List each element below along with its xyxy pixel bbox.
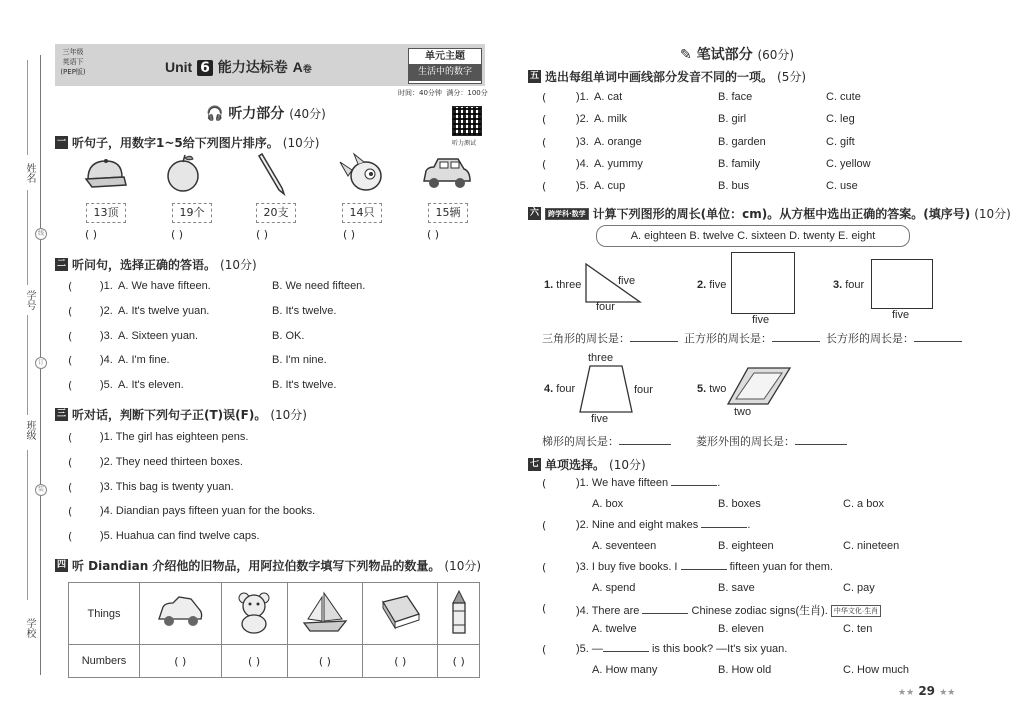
question-number: 一 [56,137,66,147]
answer-blank[interactable] [701,527,747,528]
class-label: 班级 [24,420,35,440]
question-points: (10分) [270,408,307,422]
picture-label: 14只 [342,203,382,223]
book-icon [377,592,423,632]
trapezoid-shape [578,364,634,414]
answer-paren[interactable]: ( [542,136,547,149]
answer-paren[interactable]: ( [68,431,73,444]
question-2-heading [55,256,257,273]
question-stem: )5. — [576,643,603,655]
perimeter-answer [826,330,962,346]
fig-side: four [845,279,865,291]
listening-title [206,103,326,123]
question-points: (5分) [777,70,807,84]
option-b: B. family [718,158,761,170]
choice-question [576,643,787,655]
question-stem-end: fifteen yuan for them. [729,561,833,573]
time-text: 时间：40分钟 [398,89,442,97]
choice-question [576,477,720,489]
time-limit [398,88,488,98]
option-b: B. I'm nine. [272,354,327,366]
option-a: A. It's twelve yuan. [118,305,210,317]
item-number: )1. [576,91,589,103]
item-number: )5. [576,180,589,192]
crayon-cell [438,583,480,645]
things-table [68,582,480,678]
option-b: B. girl [718,113,747,125]
crayon-icon [447,589,471,635]
question-text: 单项选择。 [545,458,606,472]
toy-car-icon [155,595,205,629]
toy-boat-icon [302,589,348,635]
writing-title [680,44,794,64]
option-c: C. nineteen [843,540,900,552]
option-a: A. orange [594,136,642,148]
question-points: (10分) [609,458,646,472]
option-b: B. face [718,91,753,103]
fig-side: four [556,383,576,395]
option-a: A. yummy [594,158,643,170]
option-b: B. It's twelve. [272,379,337,391]
qr-code-icon[interactable] [452,106,482,136]
binding-dash [27,190,28,285]
statement: )2. They need thirteen boxes. [100,456,243,468]
fig-side: five [591,413,609,425]
figure-number [697,279,726,291]
listening-title-text: 听力部分 [228,106,285,122]
answer-paren[interactable]: ( ) [140,645,222,678]
fig-side: two [709,383,727,395]
square-shape [731,252,795,314]
answer-paren[interactable]: ( [68,530,73,543]
bird-icon [336,152,386,196]
fig-side: three [588,352,614,364]
answer-paren[interactable]: ( [68,354,73,367]
option-b: B. eleven [718,623,764,635]
toy-boat-cell [287,583,362,645]
numbers-row-label: Numbers [69,645,140,678]
binding-dash [27,315,28,415]
answer-paren[interactable]: ( [542,113,547,126]
answer-paren[interactable]: ( [68,456,73,469]
question-number: 五 [529,71,539,81]
fig-num: 2. [697,279,707,291]
option-a: A. How many [592,664,658,676]
option-c: C. cute [826,91,861,103]
question-4-heading [55,557,481,574]
test-title: 能力达标卷 [217,60,288,76]
page-number [898,684,955,698]
question-text: 听句子，用数字1~5给下列图片排序。 [72,136,279,150]
choice-question [576,602,881,618]
fig-side: four [634,384,653,396]
answer-paren[interactable]: ( ) [343,228,356,241]
binding-dash [27,60,28,155]
theme-label: 单元主题 [425,51,465,62]
question-5-heading [528,68,806,85]
star-icon: ★★ [939,688,956,698]
score-text: 满分：100分 [446,89,488,97]
option-a: A. box [592,498,624,510]
answer-paren[interactable]: ( ) [427,228,440,241]
option-b: B. It's twelve. [272,305,337,317]
star-icon: ★★ [898,688,915,698]
apple-icon [163,152,203,194]
perimeter-answer [684,330,820,346]
binding-hole: 装 [35,484,47,496]
item-number: )5. [100,379,113,391]
unit-title [165,57,312,77]
subject-text: 英语下 [62,58,84,66]
headphones-icon: 🎧 [206,106,224,122]
picture-label: 13顶 [86,203,126,223]
toy-car-cell [140,583,222,645]
question-number: 六 [529,208,539,218]
question-stem-end: is this book? —It's six yuan. [651,643,788,655]
answer-paren[interactable]: ( [542,602,547,615]
option-b: B. We need fifteen. [272,280,366,292]
answer-paren[interactable]: ( [68,481,73,494]
things-row-label: Things [69,583,140,645]
question-number: 四 [56,560,66,570]
perimeter-answer [696,433,847,449]
answer-paren[interactable]: ( [542,519,547,532]
option-b: B. OK. [272,330,305,342]
subject-tag: 跨学科·数学 [545,208,589,220]
answer-blank[interactable] [630,341,678,342]
grade-box [58,47,88,81]
question-number: 七 [529,459,539,469]
unit-number: 6 [197,60,213,76]
answer-paren[interactable]: ( ) [363,645,438,678]
question-7-heading [528,456,646,473]
option-a: A. twelve [592,623,637,635]
answer-blank[interactable] [642,613,688,614]
answer-label: 正方形的周长是： [684,332,772,345]
answer-paren[interactable]: ( [68,305,73,318]
fig-side: five [618,275,636,287]
answer-paren[interactable]: ( [68,505,73,518]
item-number: )4. [100,354,113,366]
statement: )5. Huahua can find twelve caps. [100,530,260,542]
answer-paren[interactable]: ( [68,280,73,293]
figure-number [833,279,864,291]
option-a: A. spend [592,582,636,594]
listening-points: (40分) [289,107,326,121]
answer-paren[interactable]: ( [542,180,547,193]
answer-blank[interactable] [671,485,717,486]
option-a: A. seventeen [592,540,657,552]
question-stem: )3. I buy five books. I [576,561,678,573]
answer-label: 梯形的周长是： [542,435,619,448]
item-number: )3. [100,330,113,342]
answer-paren[interactable]: ( [542,91,547,104]
figure-number [544,279,581,291]
question-3-heading [55,406,307,423]
answer-blank[interactable] [795,444,847,445]
teddy-bear-cell [221,583,287,645]
option-c: C. How much [843,664,910,676]
option-c: C. ten [843,623,873,635]
answer-paren[interactable]: ( ) [287,645,362,678]
pencil-icon: ✎ [680,47,692,63]
option-c: C. leg [826,113,855,125]
book-cell [363,583,438,645]
choice-question [576,519,750,531]
question-text: 听 Diandian 介绍他的旧物品，用阿拉伯数字填写下列物品的数量。 [72,559,441,573]
option-a: A. cat [594,91,623,103]
perimeter-answer [542,330,678,346]
fig-side: four [596,301,615,313]
answer-paren[interactable]: ( ) [171,228,184,241]
pen-icon [256,150,290,196]
school-label: 学校 [24,618,35,638]
fig-side: five [892,309,910,321]
figure-number [697,383,726,395]
answer-options-box: A. eighteen B. twelve C. sixteen D. twenty E. eight [596,225,910,247]
option-b: B. save [718,582,755,594]
option-b: B. How old [718,664,772,676]
page-number-text: 29 [918,684,936,698]
question-1-heading [55,134,319,151]
answer-paren[interactable]: ( [542,158,547,171]
cap-icon [80,155,128,195]
unit-word: Unit [165,59,193,75]
option-b: B. eighteen [718,540,774,552]
picture-label: 15辆 [428,203,468,223]
question-text: 计算下列图形的周长(单位：cm)。从方框中选出正确的答案。(填序号) [592,207,971,221]
item-number: )2. [100,305,113,317]
option-a: A. cup [594,180,626,192]
option-b: B. boxes [718,498,761,510]
question-stem-end: . [747,519,751,531]
writing-title-text: 笔试部分 [696,47,753,63]
option-b: B. garden [718,136,766,148]
item-number: )2. [576,113,589,125]
id-label: 学号 [24,290,35,310]
choice-question [576,561,833,573]
fig-num: 1. [544,279,554,291]
question-number: 三 [56,409,66,419]
answer-paren[interactable]: ( ) [221,645,287,678]
option-c: C. pay [843,582,875,594]
item-number: )1. [100,280,113,292]
theme-text: 生活中的数字 [409,64,481,81]
answer-blank[interactable] [681,569,727,570]
question-number: 二 [56,259,66,269]
fig-num: 3. [833,279,843,291]
answer-label: 长方形的周长是： [826,332,914,345]
answer-paren[interactable]: ( [68,330,73,343]
fig-side: five [752,314,770,326]
answer-paren[interactable]: ( ) [438,645,480,678]
fig-num: 4. [544,383,554,395]
name-label: 姓名 [24,163,35,183]
option-a: A. We have fifteen. [118,280,211,292]
question-points: (10分) [444,559,482,573]
question-6-heading [528,205,1011,222]
picture-label: 20支 [256,203,296,223]
teddy-bear-icon [234,590,274,634]
answer-blank[interactable] [619,444,671,445]
answer-blank[interactable] [772,341,820,342]
item-number: )4. [576,158,589,170]
question-stem-end: . [717,477,721,489]
option-a: A. milk [594,113,627,125]
grade-text: 三年级 [62,48,84,56]
culture-tag: 中华文化·生肖 [831,605,881,617]
binding-dash [27,450,28,600]
answer-paren[interactable]: ( ) [85,228,98,241]
question-text: 选出每组单词中画线部分发音不同的一项。 [545,70,774,84]
question-points: (10分) [974,207,1011,221]
rhombus-shape [726,366,792,406]
option-a: A. I'm fine. [118,354,170,366]
test-version: A [292,59,303,75]
question-stem: )1. We have fifteen [576,477,669,489]
answer-paren[interactable]: ( [542,477,547,490]
edition-text: (PEP版) [60,68,86,76]
perimeter-answer [542,433,671,449]
option-c: C. a box [843,498,884,510]
fig-side: three [556,279,582,291]
question-points: (10分) [282,136,320,150]
qr-label: 听力测试 [452,140,477,147]
answer-paren[interactable]: ( ) [256,228,269,241]
figure-number [544,383,575,395]
option-c: C. gift [826,136,855,148]
option-c: C. yellow [826,158,871,170]
question-stem: )2. Nine and eight makes [576,519,699,531]
answer-label: 菱形外围的周长是： [696,435,795,448]
statement: )3. This bag is twenty yuan. [100,481,234,493]
question-points: (10分) [220,258,257,272]
binding-hole: 订 [35,357,47,369]
car-icon [420,155,472,195]
answer-paren[interactable]: ( [542,561,547,574]
option-b: B. bus [718,180,750,192]
rectangle-shape [871,259,933,309]
statement: )4. Diandian pays fifteen yuan for the books. [100,505,316,517]
fig-side: two [734,406,752,418]
test-version-sub: 卷 [302,65,312,75]
statement: )1. The girl has eighteen pens. [100,431,249,443]
option-a: A. It's eleven. [118,379,184,391]
item-number: )3. [576,136,589,148]
question-stem: )4. There are [576,605,640,617]
question-stem-end: Chinese zodiac signs(生肖). [691,605,828,617]
option-c: C. use [826,180,858,192]
question-text: 听对话，判断下列句子正(T)误(F)。 [72,408,267,422]
option-a: A. Sixteen yuan. [118,330,199,342]
theme-box [408,48,482,84]
picture-label: 19个 [172,203,212,223]
writing-points: (60分) [757,48,795,62]
question-text: 听问句，选择正确的答语。 [72,258,217,272]
fig-num: 5. [697,383,707,395]
binding-hole: 线 [35,228,47,240]
answer-paren[interactable]: ( [68,379,73,392]
answer-label: 三角形的周长是： [542,332,630,345]
answer-blank[interactable] [603,651,649,652]
fig-side: five [709,279,727,291]
answer-paren[interactable]: ( [542,643,547,656]
answer-blank[interactable] [914,341,962,342]
